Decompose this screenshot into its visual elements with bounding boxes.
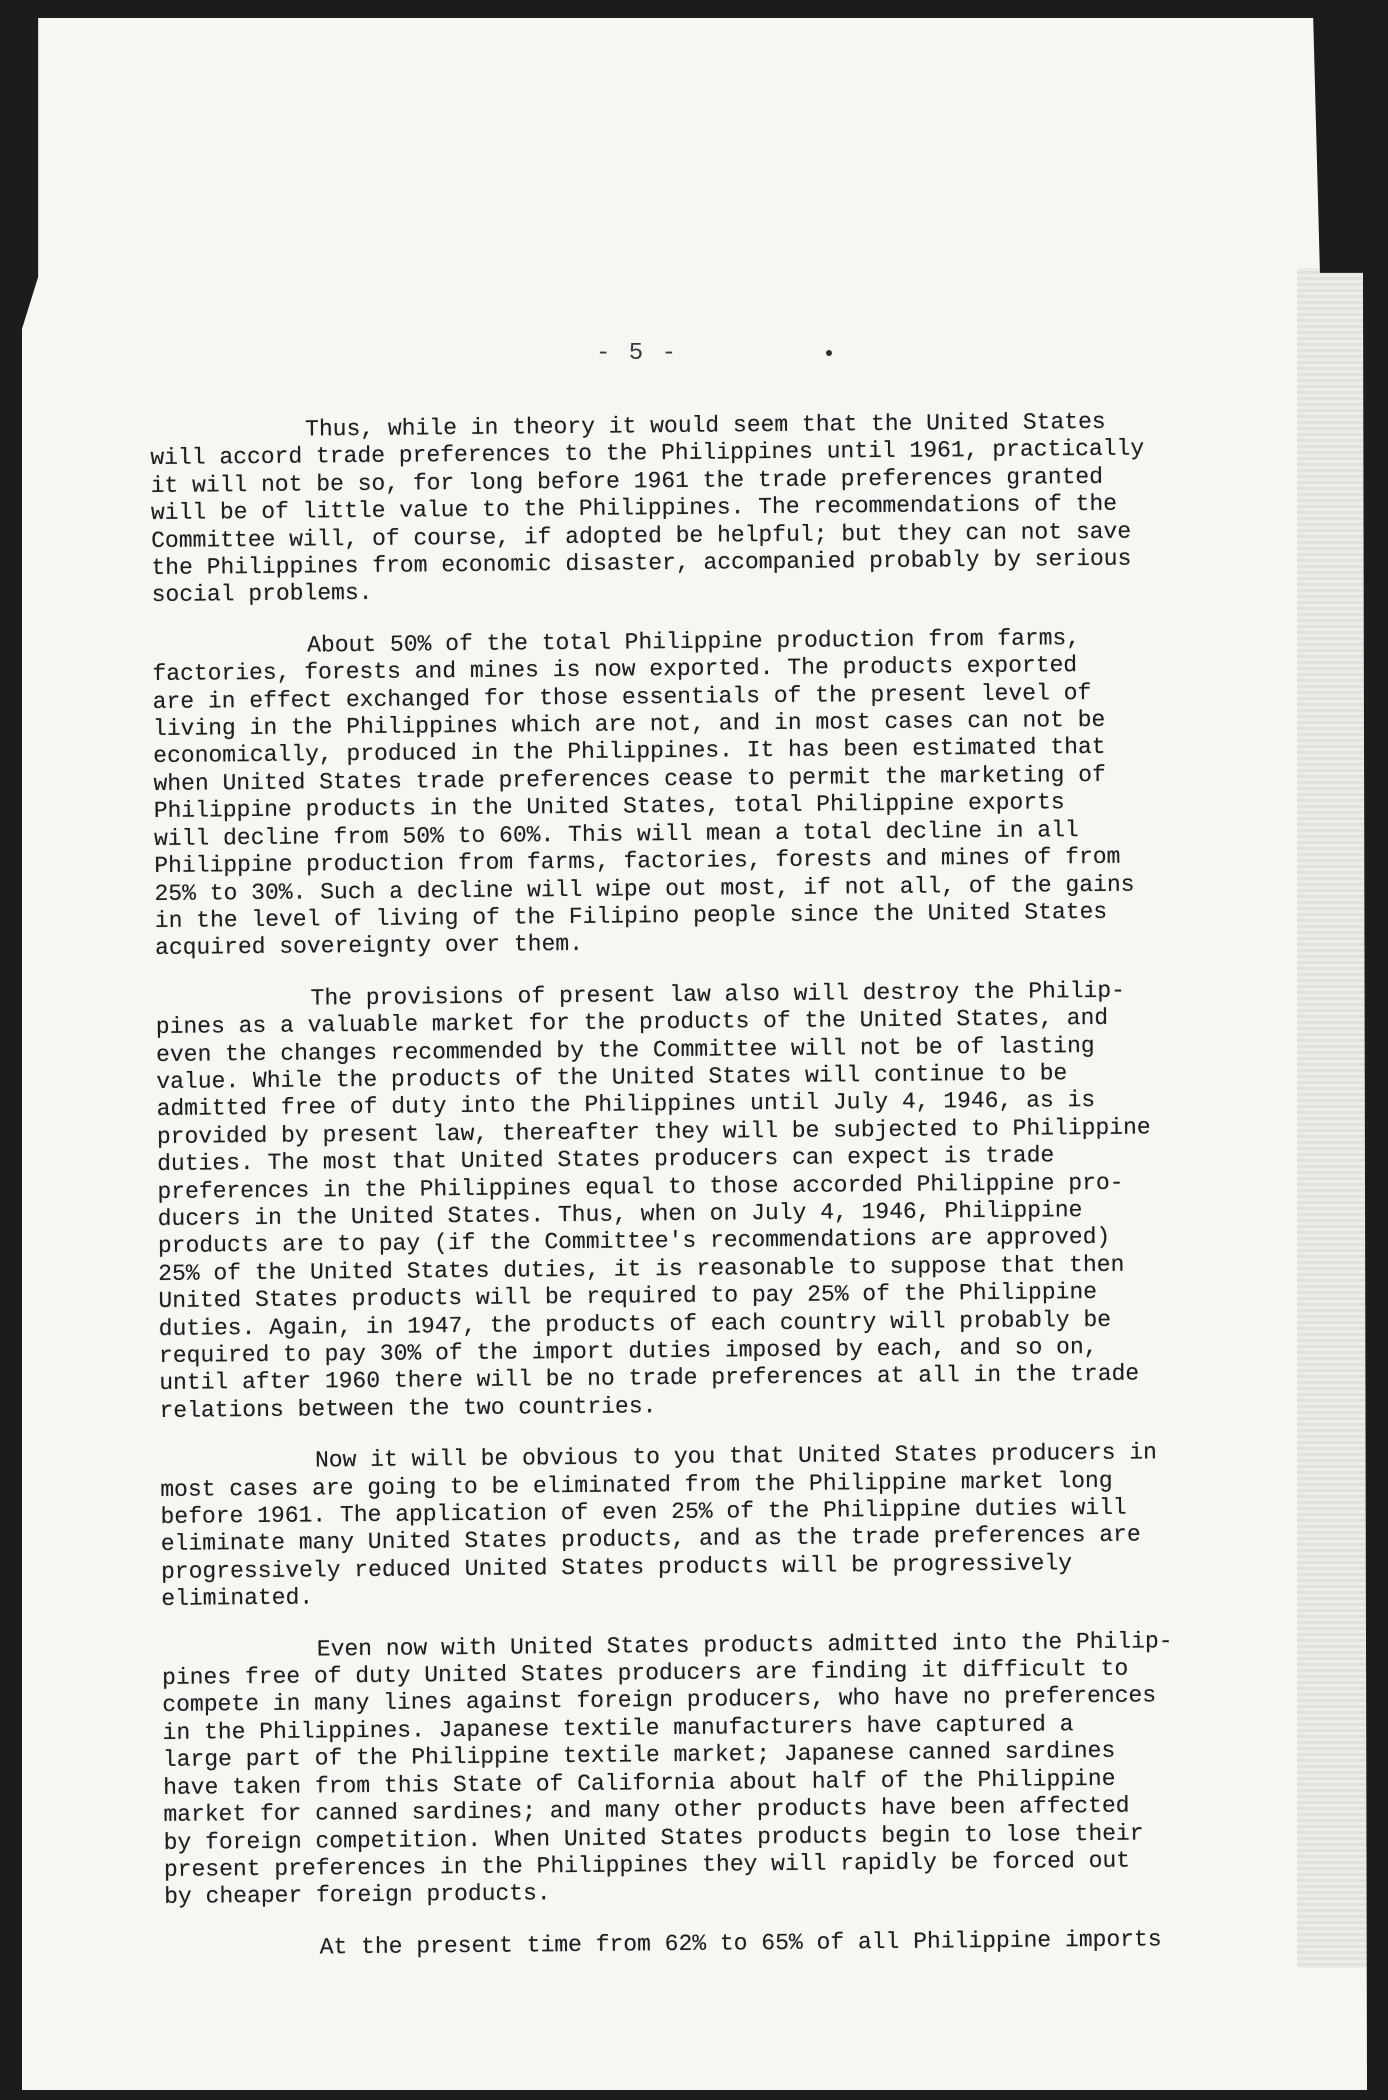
text-line: Philippine production from farms, factories, forests and mines of from: [154, 843, 1121, 880]
text-line: by cheaper foreign products.: [164, 1880, 551, 1911]
text-line: pines free of duty United States producers are finding it difficult to: [161, 1655, 1129, 1692]
text-line: preferences in the Philippines equal to those accorded Philippine pro-: [157, 1169, 1124, 1205]
text-line: admitted free of duty into the Philippines until July 4, 1946, as is: [156, 1087, 1096, 1123]
paragraph-1: [150, 407, 1312, 610]
text-line: United States products will be required to pay 25% of the Philippine: [158, 1279, 1098, 1315]
text-line: will accord trade preferences to the Philippines until 1961, practically: [150, 435, 1145, 472]
text-line: present preferences in the Philippines they will rapidly be forced out: [163, 1847, 1131, 1883]
document-body: [150, 407, 1325, 1963]
text-line: Thus, while in theory it would seem that the United States: [304, 408, 1106, 443]
text-line: in the level of living of the Filipino people since the United States: [154, 898, 1108, 934]
text-line: provided by present law, thereafter they will be subjected to Philippine: [156, 1114, 1151, 1150]
text-line: factories, forests and mines is now exported. The products exported: [152, 652, 1078, 688]
text-line: until after 1960 there will be no trade preferences at all in the trade: [159, 1360, 1140, 1397]
text-line: Even now with United States products admitted into the Philip-: [316, 1627, 1173, 1663]
text-line: most cases are going to be eliminated from the Philippine market long: [160, 1467, 1113, 1503]
page-number: - 5 -: [596, 340, 679, 367]
text-line: duties. Again, in 1947, the products of each country will probably be: [158, 1306, 1112, 1342]
text-line: Committee will, of course, if adopted be helpful; but they can not save: [151, 518, 1132, 554]
text-line: in the Philippines. Japanese textile manufacturers have captured a: [162, 1711, 1074, 1746]
paragraph-4: [160, 1438, 1322, 1614]
text-line: eliminated.: [161, 1584, 314, 1613]
text-line: Philippine products in the United States, total Philippine exports: [153, 789, 1065, 825]
text-line: Now it will be obvious to you that United States producers in: [314, 1439, 1158, 1474]
text-line: living in the Philippines which are not, and in most cases can not be: [152, 706, 1106, 743]
text-line: economically, produced in the Philippines. It has been estimated that: [153, 734, 1106, 770]
text-line: required to pay 30% of the import duties imposed by each, and so on,: [158, 1333, 1098, 1369]
text-line: About 50% of the total Philippine production from farms,: [307, 624, 1081, 659]
text-line: 25% to 30%. Such a decline will wipe out most, if not all, of the gains: [154, 871, 1135, 907]
final-text-line: At the present time from 62% to 65% of all Philippine imports: [319, 1926, 1162, 1961]
text-line: large part of the Philippine textile market; Japanese canned sardines: [162, 1738, 1116, 1774]
text-line: before 1961. The application of even 25% of the Philippine duties will: [160, 1494, 1127, 1530]
text-line: 25% of the United States duties, it is reasonable to suppose that then: [158, 1251, 1125, 1287]
ink-mark: [826, 350, 832, 356]
text-line: will decline from 50% to 60%. This will mean a total decline in all: [153, 816, 1079, 852]
paragraph-5: [162, 1626, 1325, 1911]
text-line: pines as a valuable market for the products of the United States, and: [155, 1004, 1109, 1041]
text-line: compete in many lines against foreign producers, who have no preferences: [162, 1682, 1157, 1719]
text-line: duties. The most that United States producers can expect is trade: [157, 1142, 1055, 1178]
paragraph-3: [155, 976, 1319, 1426]
text-line: the Philippines from economic disaster, accompanied probably by serious: [151, 545, 1132, 582]
text-line: it will not be so, for long before 1961 the trade preferences granted: [150, 463, 1104, 499]
text-line: eliminate many United States products, and as the trade preferences are: [160, 1521, 1141, 1558]
text-line: ducers in the United States. Thus, when on July 4, 1946, Philippine: [157, 1197, 1083, 1232]
text-line: products are to pay (if the Committee's recommendations are approved): [157, 1224, 1111, 1260]
text-line: even the changes recommended by the Committee will not be of lasting: [155, 1032, 1095, 1068]
text-line: relations between the two countries.: [159, 1392, 657, 1424]
text-line: value. While the products of the United States will continue to be: [156, 1060, 1068, 1095]
paragraph-2: [152, 623, 1315, 963]
text-line: social problems.: [151, 580, 373, 609]
text-line: The provisions of present law also will destroy the Philip-: [310, 977, 1126, 1012]
text-line: are in effect exchanged for those essentials of the present level of: [152, 679, 1092, 715]
text-line: by foreign competition. When United States products begin to lose their: [163, 1820, 1144, 1856]
text-line: market for canned sardines; and many other products have been affected: [163, 1792, 1130, 1829]
text-line: will be of little value to the Philippines. The recommendations of the: [150, 490, 1118, 527]
text-line: acquired sovereignty over them.: [154, 931, 584, 962]
text-line: have taken from this State of California about half of the Philippine: [163, 1765, 1116, 1801]
text-line: when United States trade preferences cease to permit the marketing of: [153, 761, 1106, 797]
text-line: progressively reduced United States products will be progressively: [160, 1550, 1073, 1585]
